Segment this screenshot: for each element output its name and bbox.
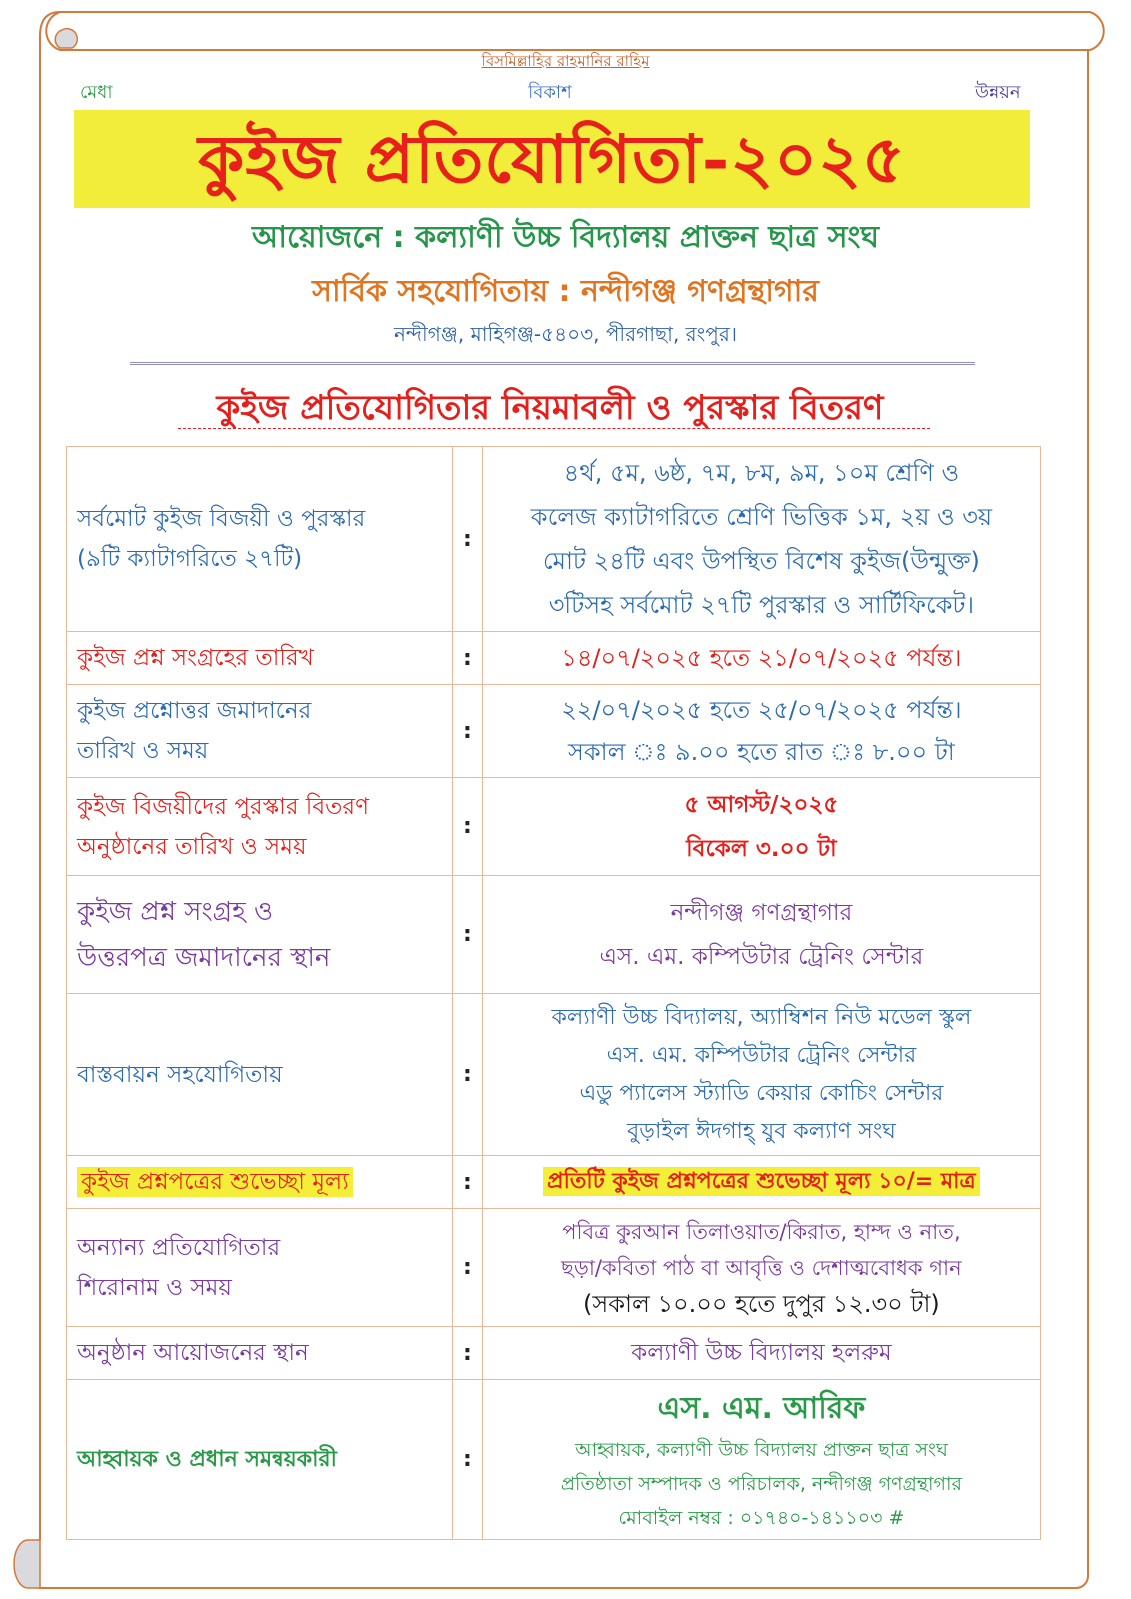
separator: : [453, 1156, 483, 1209]
row-label [67, 1327, 453, 1380]
table-row [67, 1156, 1041, 1209]
support-line: সার্বিক সহযোগিতায় : নন্দীগঞ্জ গণগ্রন্থাগার [312, 274, 819, 309]
value-line: এস. এম. কম্পিউটার ট্রেনিং সেন্টার [606, 1042, 917, 1068]
value-line: ২২/০৭/২০২৫ হতে ২৫/০৭/২০২৫ পর্যন্ত। [561, 696, 962, 724]
rules-table [66, 446, 1041, 1540]
separator: : [453, 778, 483, 876]
row-label [67, 1209, 453, 1327]
table-row [67, 685, 1041, 778]
value-line: পবিত্র কুরআন তিলাওয়াত/কিরাত, হাম্দ ও নাত, [562, 1219, 961, 1244]
value-line: সকাল ঃ ৯.০০ হতে রাত ঃ ৮.০০ টা [568, 738, 955, 766]
bismillah-text: বিসমিল্লাহির রাহমানির রাহিম [481, 52, 650, 70]
separator: : [453, 1209, 483, 1327]
value-line: ৪র্থ, ৫ম, ৬ষ্ঠ, ৭ম, ৮ম, ৯ম, ১০ম শ্রেণি ও [563, 459, 960, 487]
separator: : [453, 1327, 483, 1380]
motto-medha: মেধা [80, 82, 113, 103]
row-value [482, 1156, 1040, 1209]
motto-unnayan: উন্নয়ন [975, 82, 1021, 103]
label-line: অনুষ্ঠান আয়োজনের স্থান [77, 1340, 309, 1366]
label-line: বাস্তবায়ন সহযোগিতায় [77, 1061, 283, 1088]
row-value [482, 778, 1040, 876]
row-value [482, 876, 1040, 994]
row-label [67, 447, 453, 632]
mobile-number: মোবাইল নম্বর : ০১৭৪০-১৪১১০৩ # [618, 1506, 905, 1529]
row-label [67, 778, 453, 876]
row-value [482, 994, 1040, 1156]
value-line: (সকাল ১০.০০ হতে দুপুর ১২.৩০ টা) [583, 1289, 940, 1318]
separator: : [453, 632, 483, 685]
row-value [482, 1380, 1040, 1540]
table-row [67, 1327, 1041, 1380]
separator: : [453, 447, 483, 632]
label-line: (৯টি ক্যাটাগরিতে ২৭টি) [77, 546, 303, 572]
label-line: কুইজ প্রশ্ন সংগ্রহ ও [77, 896, 274, 927]
label-line: আহ্বায়ক ও প্রধান সমন্বয়কারী [77, 1446, 337, 1472]
label-line: কুইজ প্রশ্ন সংগ্রহের তারিখ [77, 645, 314, 671]
value-line: এডু প্যালেস স্ট্যাডি কেয়ার কোচিং সেন্টার [579, 1080, 944, 1106]
row-label [67, 994, 453, 1156]
label-line: অনুষ্ঠানের তারিখ ও সময় [77, 833, 307, 860]
table-row [67, 994, 1041, 1156]
organizer-line: আয়োজনে : কল্যাণী উচ্চ বিদ্যালয় প্রাক্তন ছাত্র সংঘ [251, 220, 880, 255]
label-line: শিরোনাম ও সময় [77, 1274, 232, 1301]
row-label [67, 685, 453, 778]
row-value [482, 1209, 1040, 1327]
highlighted-value: প্রতিটি কুইজ প্রশ্নপত্রের শুভেচ্ছা মূল্য ১০/= মাত্র [543, 1167, 979, 1196]
separator: : [453, 1380, 483, 1540]
page-title: কুইজ প্রতিযোগিতা-২০২৫ [198, 120, 906, 198]
value-line: আহ্বায়ক, কল্যাণী উচ্চ বিদ্যালয় প্রাক্তন ছাত্র সংঘ [574, 1438, 948, 1461]
value-line: কল্যাণী উচ্চ বিদ্যালয়, অ্যাম্বিশন নিউ মডেল স্কুল [551, 1004, 972, 1030]
value-line: প্রতিষ্ঠাতা সম্পাদক ও পরিচালক, নন্দীগঞ্জ গণগ্রন্থাগার [560, 1472, 962, 1495]
scroll-curl-bottom-icon [14, 1540, 40, 1588]
award-time: বিকেল ৩.০০ টা [686, 835, 837, 862]
row-label [67, 876, 453, 994]
table-row [67, 778, 1041, 876]
value-line: ৩টিসহ সর্বমোট ২৭টি পুরস্কার ও সার্টিফিকেট। [548, 591, 975, 619]
table-row [67, 1209, 1041, 1327]
table-row [67, 1380, 1041, 1540]
label-line: সর্বমোট কুইজ বিজয়ী ও পুরস্কার [77, 506, 366, 532]
award-date: ৫ আগস্ট/২০২৫ [684, 791, 839, 818]
table-row [67, 447, 1041, 632]
separator: : [453, 876, 483, 994]
coordinator-name: এস. এম. আরিফ [657, 1390, 866, 1426]
value-line: কলেজ ক্যাটাগরিতে শ্রেণি ভিত্তিক ১ম, ২য় ও ৩য় [530, 503, 992, 531]
table-row [67, 876, 1041, 994]
label-line: উত্তরপত্র জমাদানের স্থান [77, 942, 331, 973]
value-line: কল্যাণী উচ্চ বিদ্যালয় হলরুম [631, 1340, 892, 1366]
row-label [67, 1156, 453, 1209]
value-line: এস. এম. কম্পিউটার ট্রেনিং সেন্টার [599, 943, 924, 970]
section-subtitle: কুইজ প্রতিযোগিতার নিয়মাবলী ও পুরস্কার বিতরণ [216, 388, 884, 428]
label-line: কুইজ বিজয়ীদের পুরস্কার বিতরণ [77, 793, 369, 820]
value-line: নন্দীগঞ্জ গণগ্রন্থাগার [670, 899, 853, 926]
row-value [482, 1327, 1040, 1380]
header-divider [130, 362, 975, 365]
table-row [67, 632, 1041, 685]
motto-bikash: বিকাশ [528, 82, 572, 103]
value-line: ছড়া/কবিতা পাঠ বা আবৃত্তি ও দেশাত্মবোধক গান [561, 1255, 962, 1280]
address-line: নন্দীগঞ্জ, মাহিগঞ্জ-৫৪০৩, পীরগাছা, রংপুর। [393, 322, 738, 346]
subtitle-underline [178, 428, 930, 429]
separator: : [453, 994, 483, 1156]
row-label [67, 632, 453, 685]
row-value [482, 632, 1040, 685]
row-value [482, 685, 1040, 778]
separator: : [453, 685, 483, 778]
highlighted-label: কুইজ প্রশ্নপত্রের শুভেচ্ছা মূল্য [77, 1167, 353, 1197]
value-line: বুড়াইল ঈদগাহ্ যুব কল্যাণ সংঘ [627, 1118, 896, 1144]
label-line: অন্যান্য প্রতিযোগিতার [77, 1234, 281, 1261]
value-line: মোট ২৪টি এবং উপস্থিত বিশেষ কুইজ(উন্মুক্ত) [542, 547, 980, 575]
label-line: তারিখ ও সময় [77, 738, 209, 764]
row-label [67, 1380, 453, 1540]
value-line: ১৪/০৭/২০২৫ হতে ২১/০৭/২০২৫ পর্যন্ত। [561, 644, 962, 672]
scroll-curl-top-icon [55, 29, 77, 48]
label-line: কুইজ প্রশ্নোত্তর জমাদানের [77, 698, 312, 724]
row-value [482, 447, 1040, 632]
